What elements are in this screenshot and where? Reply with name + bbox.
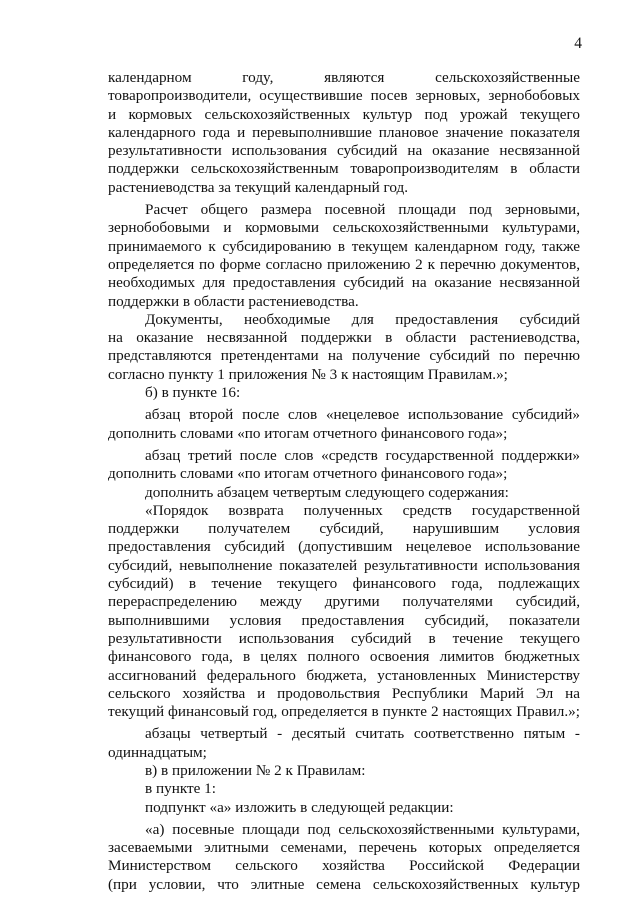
text-line: определяется по форме согласно приложению 2 к перечню документов,: [108, 255, 580, 273]
text-line: текущий финансовый год, определяется в пункте 2 настоящих Правил.»;: [108, 703, 580, 721]
text-line: подпункт «а» изложить в следующей редакции:: [145, 798, 454, 816]
text-line: ассигнований федерального бюджета, установленных Министерству: [108, 666, 580, 684]
text-line: абзац третий после слов «средств государственной поддержки»: [145, 446, 580, 464]
text-line: поддержки получателем субсидий, нарушившим условия: [108, 520, 580, 538]
text-line: растениеводства за текущий календарный год.: [108, 178, 409, 196]
text-line: в) в приложении № 2 к Правилам:: [145, 761, 366, 779]
text-line: Министерством сельского хозяйства Российской Федерации: [108, 857, 580, 875]
text-line: Документы, необходимые для предоставления субсидий: [145, 310, 580, 328]
text-line: необходимых для предоставления субсидий на оказание несвязанной: [108, 274, 580, 292]
text-line: товаропроизводители, осуществившие посев зерновых, зернобобовых: [108, 87, 580, 105]
text-line: сельского хозяйства и продовольствия Республики Марий Эл на: [108, 684, 580, 702]
text-line: поддержки в области растениеводства.: [108, 292, 359, 310]
text-line: результативности использования субсидий на оказание несвязанной: [108, 142, 580, 160]
text-line: представляются претендентами на получение субсидий по перечню: [108, 347, 580, 365]
text-line: зернобобовыми и кормовыми сельскохозяйственными культурами,: [108, 219, 580, 237]
text-line: перераспределению между другими получателями субсидий,: [108, 593, 580, 611]
text-line: предоставления субсидий (допустившим нецелевое использование: [108, 538, 580, 556]
text-line: абзац второй после слов «нецелевое использование субсидий»: [145, 406, 580, 424]
text-line: абзацы четвертый - десятый считать соответственно пятым -: [145, 725, 580, 743]
page-number: 4: [574, 35, 582, 52]
text-line: календарном годy, являются сельскохозяйственные: [108, 69, 580, 86]
text-line: (при условии, что элитные семена сельскохозяйственных культур: [108, 875, 580, 893]
text-line: одиннадцатым;: [108, 743, 207, 761]
text-line: финансового года, в целях полного освоения лимитов бюджетных: [108, 648, 580, 666]
text-line: календарного года и перевыполнившие плановое значение показателя: [108, 123, 580, 141]
text-line: субсидий, невыполнение показателей результативности использования: [108, 556, 580, 574]
text-line: в пункте 1:: [145, 780, 216, 798]
text-line: результативности использования субсидий в течение текущего: [108, 629, 580, 647]
text-line: выполнившими условия предоставления субсидий, показатели: [108, 611, 580, 629]
text-line: поддержки сельскохозяйственным товаропроизводителям в области: [108, 160, 580, 178]
text-line: согласно пункту 1 приложения № 3 к настоящим Правилам.»;: [108, 365, 508, 383]
text-line: б) в пункте 16:: [145, 384, 241, 402]
text-line: засеваемыми элитными семенами, перечень которых определяется: [108, 839, 580, 857]
text-line: субсидий) в течение текущего финансового года, подлежащих: [108, 575, 580, 593]
text-line: Расчет общего размера посевной площади под зерновыми,: [145, 201, 580, 219]
text-line: принимаемого к субсидированию в текущем календарном году, также: [108, 237, 580, 255]
text-line: дополнить абзацем четвертым следующего содержания:: [145, 483, 509, 501]
text-line: «Порядок возврата полученных средств государственной: [145, 501, 580, 519]
text-line: и кормовых сельскохозяйственных культур под урожай текущего: [108, 105, 580, 123]
text-line: дополнить словами «по итогам отчетного финансового года»;: [108, 465, 508, 483]
text-line: «а) посевные площади под сельскохозяйственными культурами,: [145, 820, 580, 838]
body-text: [108, 69, 580, 894]
text-line: на оказание несвязанной поддержки в области растениеводства,: [108, 329, 580, 347]
text-line: дополнить словами «по итогам отчетного финансового года»;: [108, 424, 508, 442]
